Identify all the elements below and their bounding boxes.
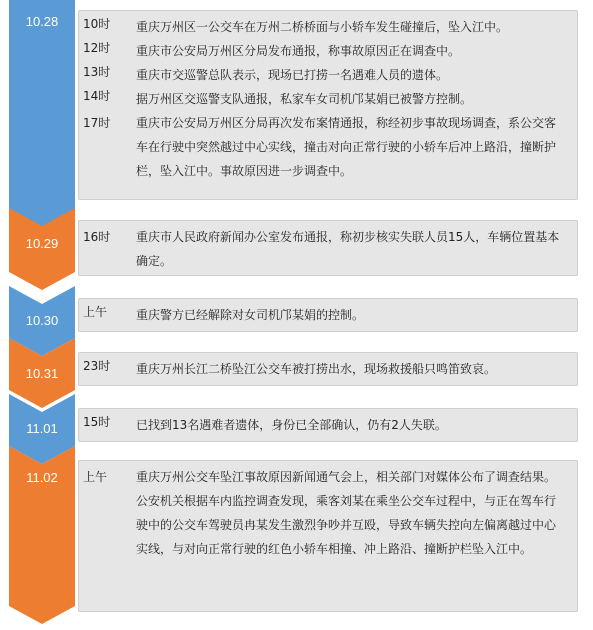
date-chevron-1102: [9, 446, 75, 624]
list-item: [79, 83, 577, 107]
entry-text: 已找到13名遇难者遗体，身份已全部确认，仍有2人失联。: [136, 418, 447, 432]
entry-text: 重庆万州长江二桥坠江公交车被打捞出水，现场救援船只鸣笛致哀。: [136, 362, 497, 376]
list-item: [79, 107, 577, 183]
list-item: [79, 35, 577, 59]
entry-time: 13时: [83, 65, 111, 79]
date-label: 10.29: [25, 236, 59, 251]
entry-text: 重庆市公安局万州区分局发布通报，称事故原因正在调查中。: [136, 44, 461, 58]
entry-time: 上午: [83, 470, 108, 484]
entry-time: 12时: [83, 41, 111, 55]
entry-time: 上午: [83, 305, 108, 319]
list-item: [79, 221, 577, 273]
entry-box-1029: [78, 220, 578, 276]
date-chevron-1028: [9, 0, 75, 228]
date-chevron-1029: [9, 208, 75, 290]
entry-time: 17时: [83, 116, 111, 130]
date-label: 10.31: [25, 366, 59, 381]
entry-time: 23时: [83, 359, 111, 373]
list-item: [79, 461, 577, 561]
entry-text: 据万州区交巡警支队通报，私家车女司机邝某娟已被警方控制。: [136, 92, 473, 106]
entry-text: 重庆市人民政府新闻办公室发布通报，称初步核实失联人员15人，车辆位置基本确定。: [136, 230, 560, 268]
list-item: [79, 353, 577, 377]
entry-time: 10时: [83, 17, 111, 31]
list-item: [79, 11, 577, 35]
entry-text: 重庆警方已经解除对女司机邝某娟的控制。: [136, 308, 365, 322]
entry-time: 14时: [83, 89, 111, 103]
entry-text: 重庆市交巡警总队表示，现场已打捞一名遇难人员的遗体。: [136, 68, 449, 82]
chevron-shape: [9, 0, 75, 228]
entry-text: 重庆万州公交车坠江事故原因新闻通气会上，相关部门对媒体公布了调查结果。公安机关根据车内监控调查发现，乘客刘某在乘坐公交车过程中，与正在驾车行驶中的公交车驾驶员冉某发生激烈争吵并互殴，导致车辆失控向左偏离越过中心实线，与对向正常行驶的红色小轿车相撞、冲上路沿、撞断护栏坠入江中。: [136, 470, 557, 556]
entry-time: 16时: [83, 230, 111, 244]
date-label: 10.30: [25, 313, 59, 328]
list-item: [79, 299, 577, 323]
date-label: 10.28: [25, 14, 59, 29]
entry-box-1030: [78, 298, 578, 332]
list-item: [79, 59, 577, 83]
entry-box-1031: [78, 352, 578, 386]
entry-box-1102: [78, 460, 578, 612]
entry-box-1028: [78, 10, 578, 200]
date-label: 11.01: [26, 421, 58, 436]
entry-text: 重庆万州区一公交车在万州二桥桥面与小轿车发生碰撞后，坠入江中。: [136, 20, 509, 34]
entry-time: 15时: [83, 415, 111, 429]
list-item: [79, 409, 577, 433]
entry-box-1101: [78, 408, 578, 442]
entry-text: 重庆市公安局万州区分局再次发布案情通报，称经初步事故现场调查，系公交客车在行驶中突然越过中心实线，撞击对向正常行驶的小轿车后冲上路沿，撞断护栏，坠入江中。事故原因进一步调查中。: [136, 116, 557, 178]
date-label: 11.02: [26, 470, 58, 485]
